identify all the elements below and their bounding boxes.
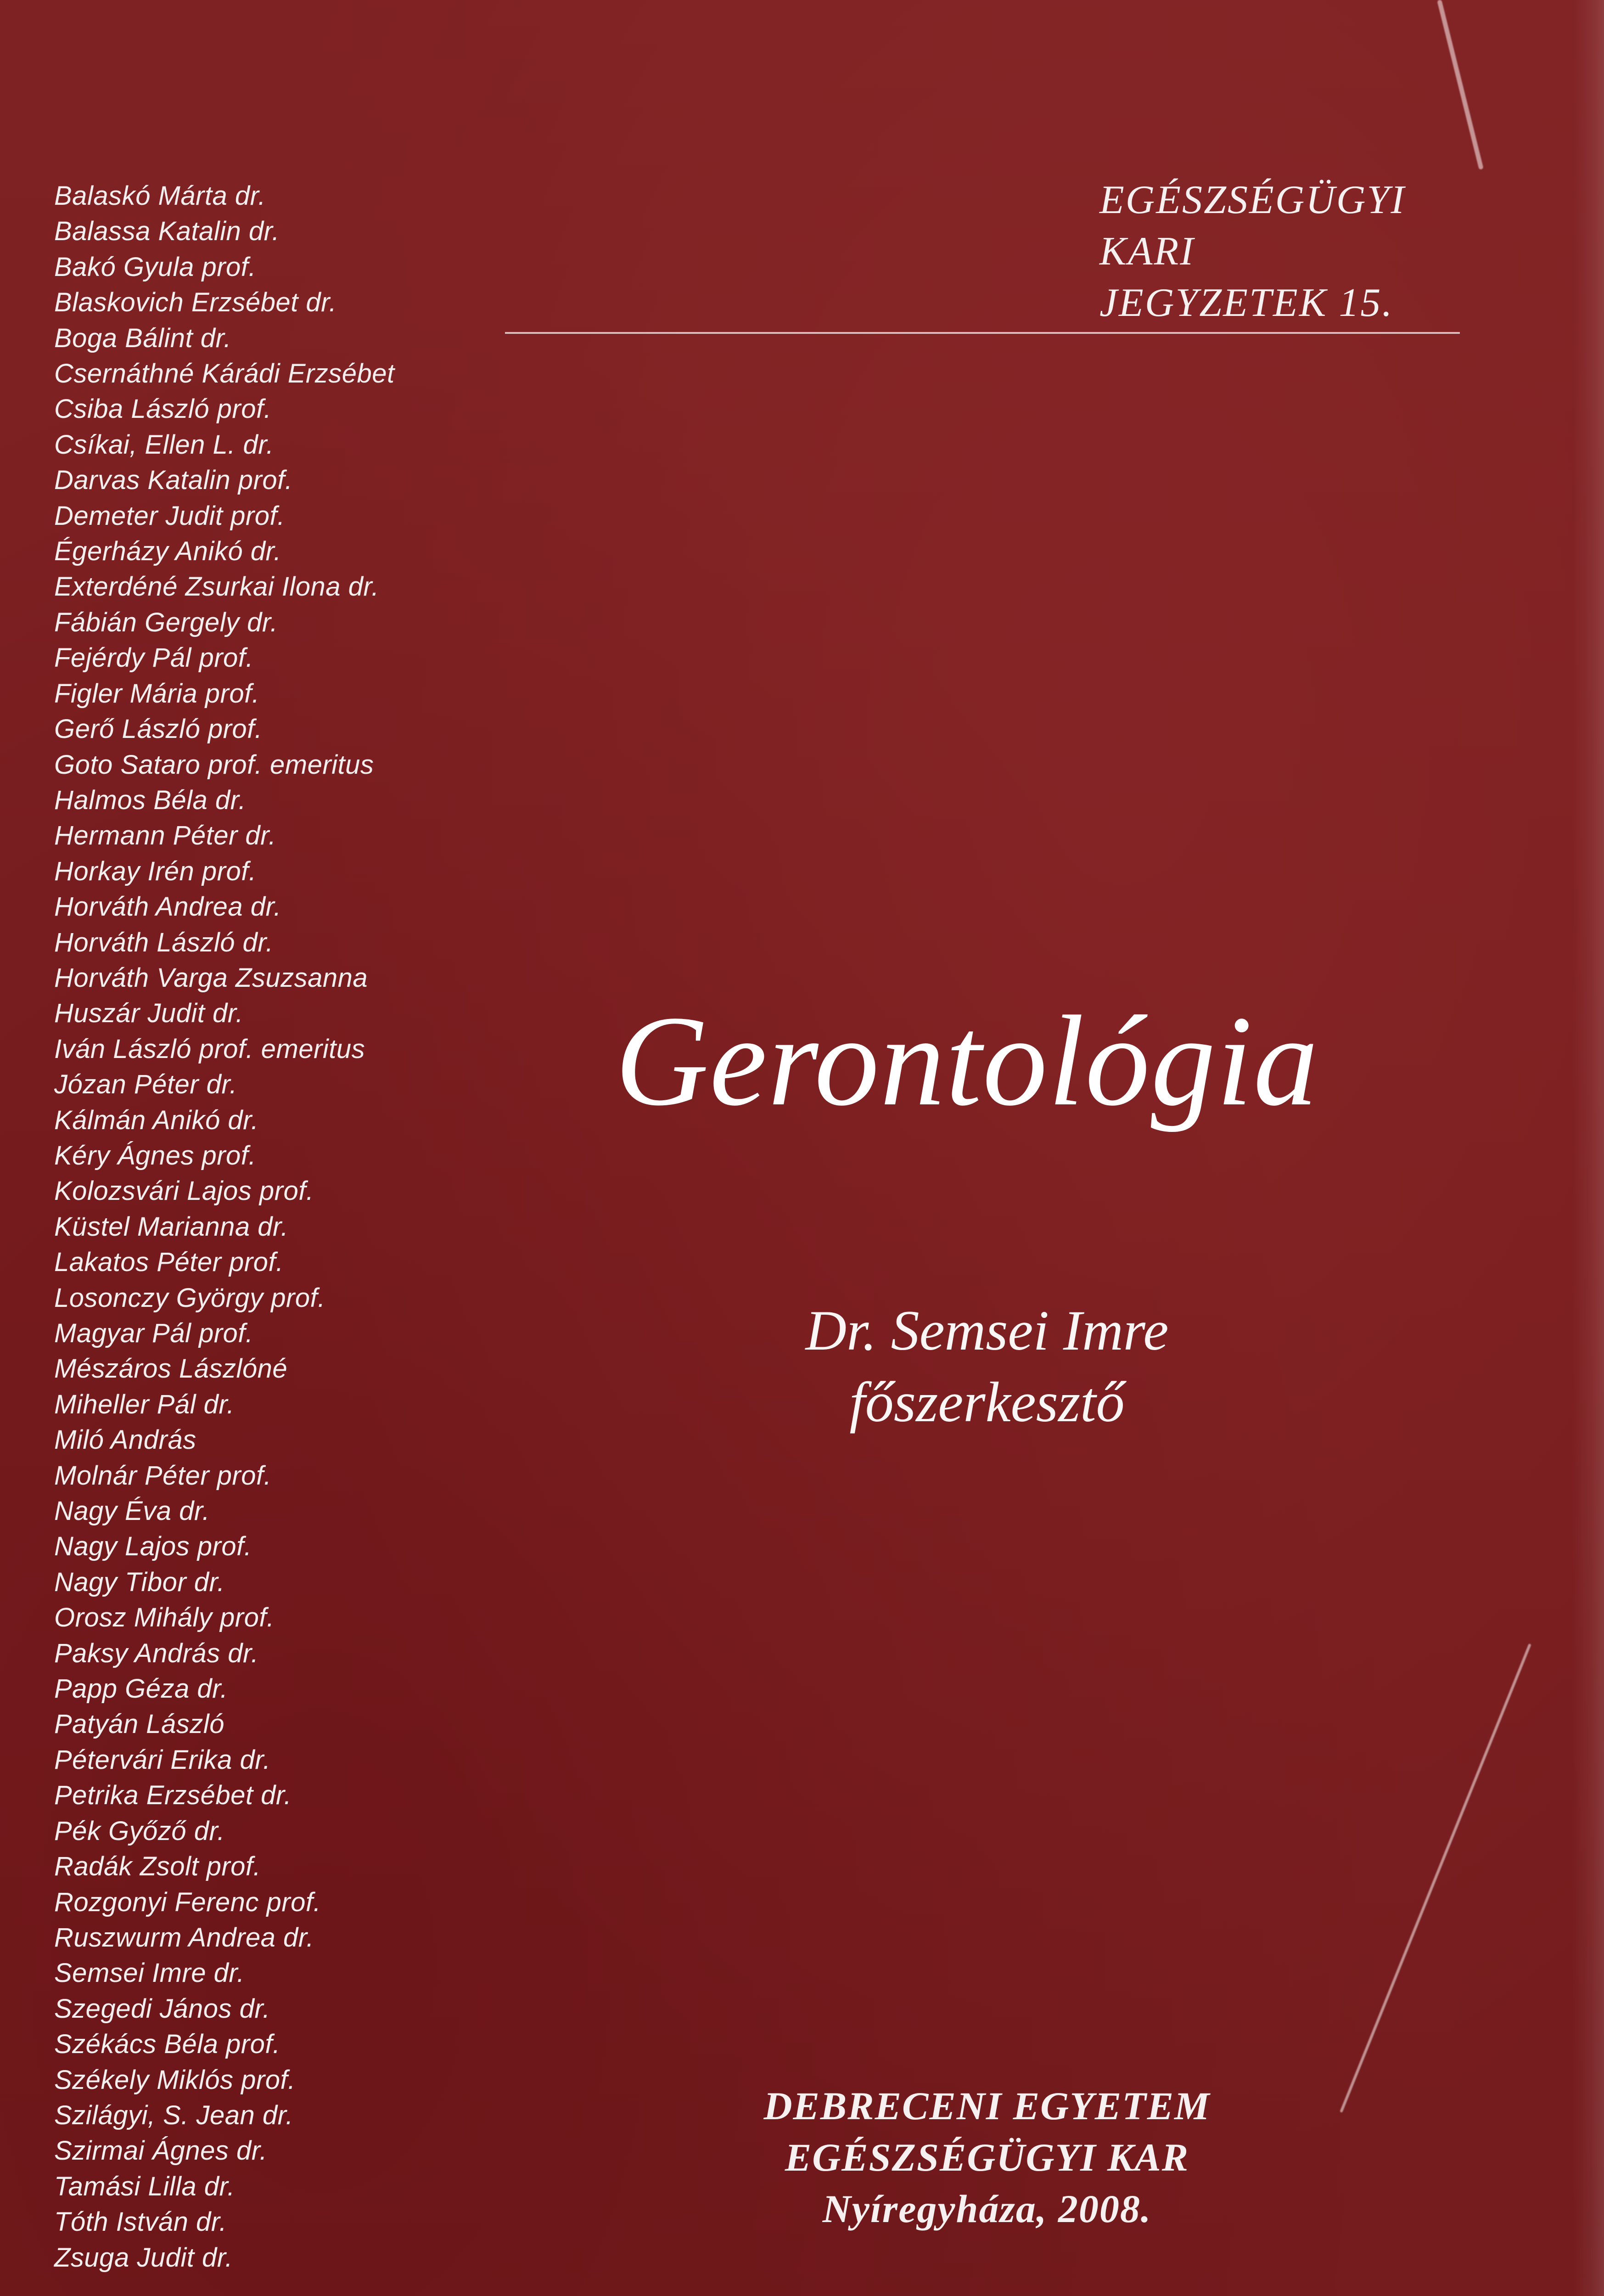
series-line-2: KARI — [1099, 229, 1195, 274]
author-name: Székács Béla prof. — [54, 2029, 280, 2060]
author-name: Pétervári Erika dr. — [54, 1745, 271, 1775]
author-name: Kolozsvári Lajos prof. — [54, 1176, 314, 1206]
author-name: Patyán László — [54, 1709, 224, 1739]
author-name: Égerházy Anikó dr. — [54, 536, 281, 567]
author-name: Losonczy György prof. — [54, 1283, 325, 1313]
author-name: Lakatos Péter prof. — [54, 1247, 284, 1277]
author-name: Molnár Péter prof. — [54, 1460, 272, 1491]
author-name: Székely Miklós prof. — [54, 2065, 296, 2095]
author-name: Fábián Gergely dr. — [54, 607, 278, 637]
author-name: Papp Géza dr. — [54, 1674, 228, 1704]
publisher-line-3: Nyíregyháza, 2008. — [822, 2187, 1152, 2231]
author-name: Boga Bálint dr. — [54, 323, 231, 353]
author-name: Rozgonyi Ferenc prof. — [54, 1887, 321, 1917]
worn-edge — [1572, 0, 1604, 2296]
author-name: Ruszwurm Andrea dr. — [54, 1922, 314, 1953]
author-name: Orosz Mihály prof. — [54, 1603, 275, 1633]
author-name: Nagy Lajos prof. — [54, 1531, 252, 1562]
author-list — [54, 178, 522, 2275]
author-name: Semsei Imre dr. — [54, 1958, 245, 1988]
author-name: Tóth István dr. — [54, 2207, 227, 2237]
publisher-line-2: EGÉSZSÉGÜGYI KAR — [785, 2135, 1189, 2179]
author-name: Magyar Pál prof. — [54, 1318, 253, 1348]
author-name: Csiba László prof. — [54, 394, 272, 424]
author-name: Figler Mária prof. — [54, 678, 260, 709]
author-name: Küstel Marianna dr. — [54, 1211, 289, 1242]
author-name: Gerő László prof. — [54, 714, 263, 744]
cover-crease — [1340, 1643, 1531, 2113]
series-line-3: JEGYZETEK 15. — [1099, 281, 1394, 325]
author-name: Szegedi János dr. — [54, 1993, 270, 2024]
cover-crease — [1437, 0, 1484, 170]
author-name: Kálmán Anikó dr. — [54, 1105, 259, 1135]
book-title: Gerontológia — [615, 989, 1319, 1132]
author-name: Exterdéné Zsurkai Ilona dr. — [54, 572, 379, 602]
author-name: Balaskó Márta dr. — [54, 181, 266, 211]
author-name: Iván László prof. emeritus — [54, 1034, 365, 1064]
author-name: Csernáthné Kárádi Erzsébet — [54, 359, 395, 389]
author-name: Bakó Gyula prof. — [54, 252, 256, 282]
author-name: Kéry Ágnes prof. — [54, 1140, 256, 1171]
author-name: Tamási Lilla dr. — [54, 2171, 235, 2201]
author-name: Horkay Irén prof. — [54, 856, 257, 886]
author-name: Józan Péter dr. — [54, 1069, 237, 1100]
editor-name: Dr. Semsei Imre — [805, 1299, 1169, 1362]
author-name: Szilágyi, S. Jean dr. — [54, 2100, 293, 2130]
author-name: Huszár Judit dr. — [54, 998, 243, 1029]
author-name: Petrika Erzsébet dr. — [54, 1780, 292, 1811]
author-name: Hermann Péter dr. — [54, 821, 276, 851]
author-name: Horváth Andrea dr. — [54, 892, 281, 922]
author-name: Horváth László dr. — [54, 927, 274, 957]
author-name: Radák Zsolt prof. — [54, 1851, 261, 1882]
editor-role: főszerkesztő — [849, 1371, 1125, 1434]
header-rule — [505, 332, 1460, 334]
author-name: Nagy Tibor dr. — [54, 1567, 225, 1597]
series-line-1: EGÉSZSÉGÜGYI — [1099, 178, 1406, 222]
author-name: Goto Sataro prof. emeritus — [54, 749, 374, 780]
publisher-line-1: DEBRECENI EGYETEM — [763, 2084, 1211, 2128]
author-name: Csíkai, Ellen L. dr. — [54, 429, 274, 460]
author-name: Miló András — [54, 1425, 196, 1455]
author-name: Horváth Varga Zsuzsanna — [54, 962, 368, 993]
author-name: Demeter Judit prof. — [54, 501, 285, 531]
author-name: Balassa Katalin dr. — [54, 216, 280, 247]
author-name: Nagy Éva dr. — [54, 1496, 210, 1526]
publisher-block — [588, 2080, 1386, 2234]
author-name: Paksy András dr. — [54, 1638, 259, 1668]
author-name: Pék Győző dr. — [54, 1816, 225, 1846]
author-name: Darvas Katalin prof. — [54, 465, 293, 495]
author-name: Mészáros Lászlóné — [54, 1354, 288, 1384]
author-name: Halmos Béla dr. — [54, 785, 246, 815]
author-name: Fejérdy Pál prof. — [54, 643, 254, 673]
author-name: Miheller Pál dr. — [54, 1389, 235, 1419]
series-label — [1099, 174, 1406, 329]
author-name: Zsuga Judit dr. — [54, 2242, 233, 2273]
editor-block — [588, 1295, 1386, 1438]
author-name: Blaskovich Erzsébet dr. — [54, 287, 337, 318]
author-name: Szirmai Ágnes dr. — [54, 2136, 268, 2166]
